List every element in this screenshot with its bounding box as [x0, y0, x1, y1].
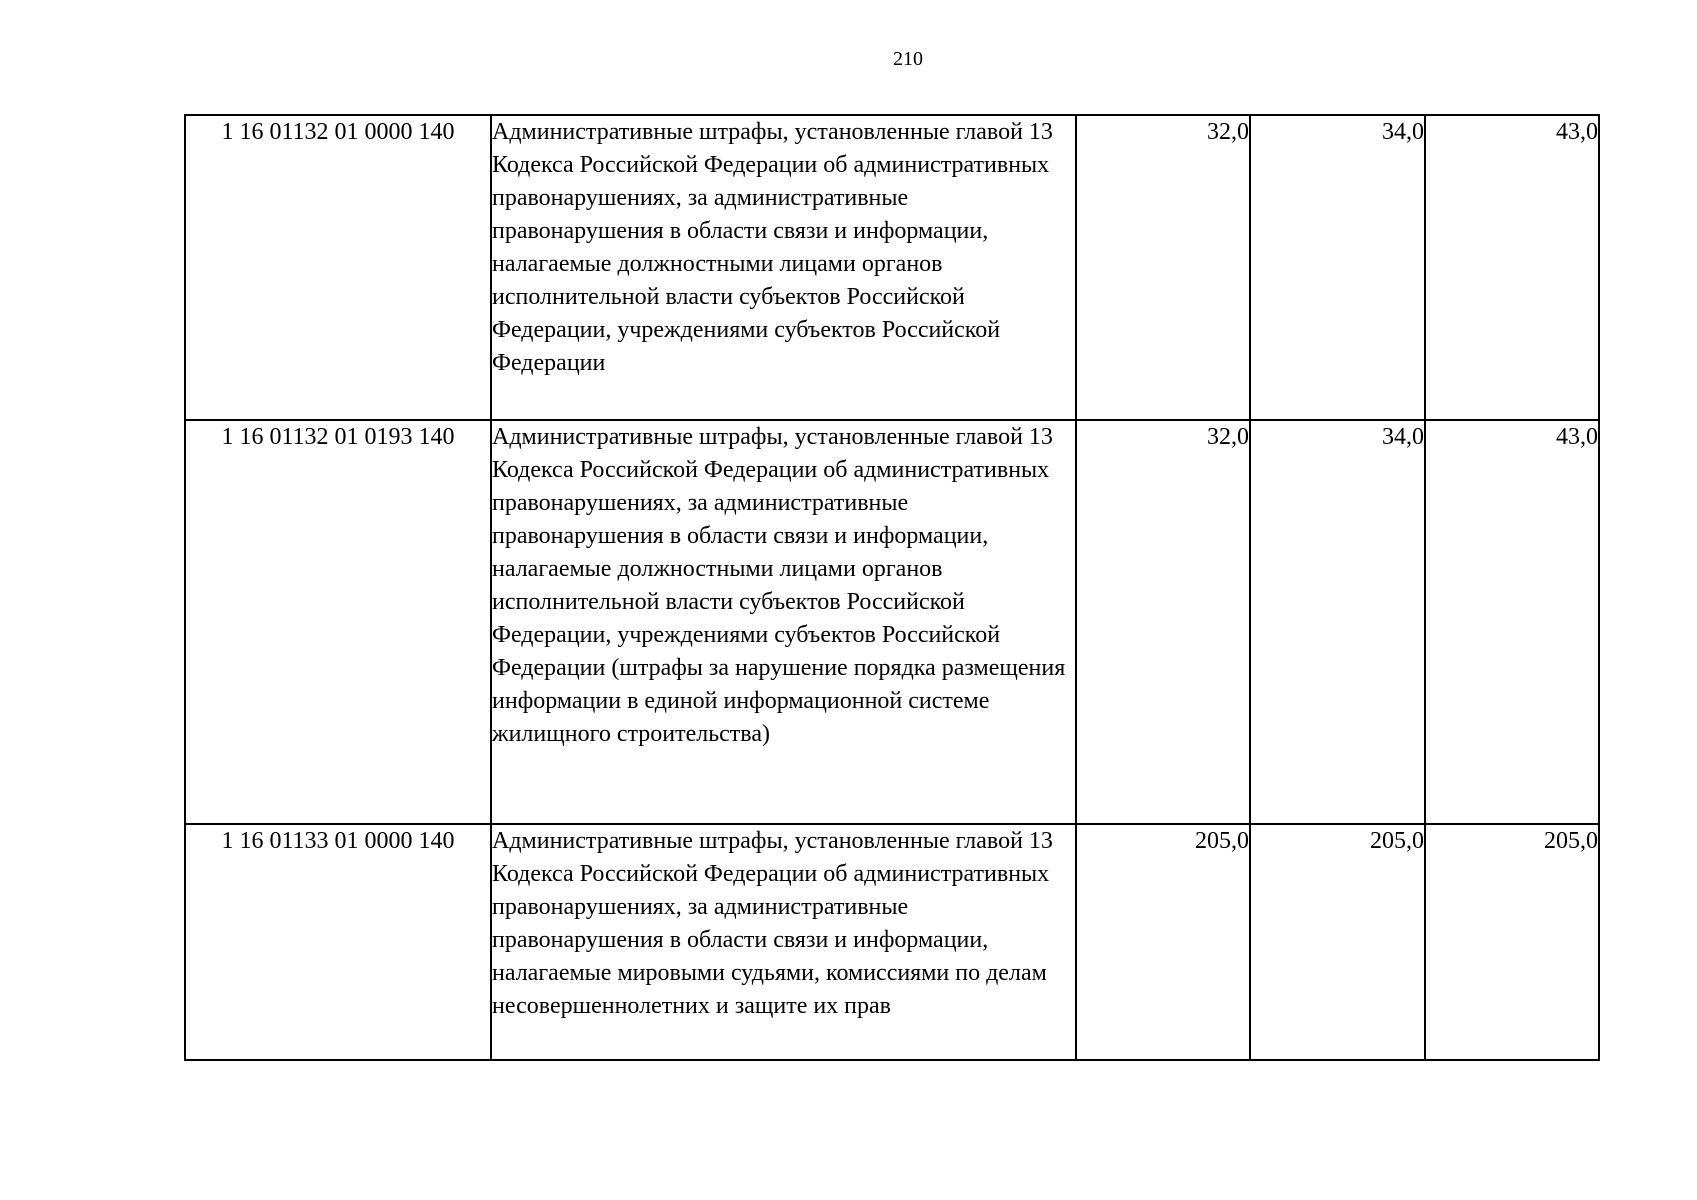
value-cell-year-1: 32,0: [1076, 115, 1250, 420]
value-cell-year-2: 34,0: [1250, 420, 1425, 824]
value-cell-year-2: 34,0: [1250, 115, 1425, 420]
budget-code-cell: 1 16 01132 01 0000 140: [185, 115, 491, 420]
value-cell-year-3: 43,0: [1425, 115, 1599, 420]
table-row: [185, 824, 1599, 1060]
value-cell-year-2: 205,0: [1250, 824, 1425, 1060]
budget-code-cell: 1 16 01133 01 0000 140: [185, 824, 491, 1060]
value-cell-year-1: 205,0: [1076, 824, 1250, 1060]
revenue-name-cell: Административные штрафы, установленные главой 13 Кодекса Российской Федерации об административных правонарушениях, за административные правонарушения в области связи и информации, налагаемые мировыми судьями, комиссиями по делам несовершеннолетних и защите их прав: [491, 824, 1076, 1060]
value-cell-year-3: 205,0: [1425, 824, 1599, 1060]
budget-table: [184, 114, 1600, 1061]
budget-code-cell: 1 16 01132 01 0193 140: [185, 420, 491, 824]
table-row: [185, 420, 1599, 824]
value-cell-year-1: 32,0: [1076, 420, 1250, 824]
table-row: [185, 115, 1599, 420]
revenue-name-cell: Административные штрафы, установленные главой 13 Кодекса Российской Федерации об административных правонарушениях, за административные правонарушения в области связи и информации, налагаемые должностными лицами органов исполнительной власти субъектов Российской Федерации, учреждениями субъектов Российской Федерации (штрафы за нарушение порядка размещения информации в единой информационной системе жилищного строительства): [491, 420, 1076, 824]
revenue-name-cell: Административные штрафы, установленные главой 13 Кодекса Российской Федерации об административных правонарушениях, за административные правонарушения в области связи и информации, налагаемые должностными лицами органов исполнительной власти субъектов Российской Федерации, учреждениями субъектов Российской Федерации: [491, 115, 1076, 420]
page-number: 210: [893, 48, 923, 70]
value-cell-year-3: 43,0: [1425, 420, 1599, 824]
